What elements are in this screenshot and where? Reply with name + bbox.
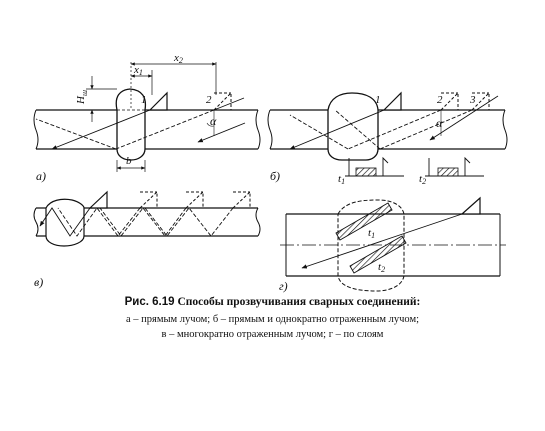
signal-inset-2 <box>419 158 484 186</box>
figure-caption-title <box>0 296 545 308</box>
panel-g <box>279 198 506 293</box>
probe-solid <box>90 192 107 208</box>
label-x1: x1 <box>134 64 143 77</box>
label-angle: α <box>436 116 443 130</box>
label-t2: t2 <box>378 261 386 274</box>
label-t1: t1 <box>368 227 376 240</box>
probe-1 <box>150 93 167 110</box>
panel-a <box>34 52 260 183</box>
probe-1-label: 1 <box>141 94 147 106</box>
label-weld-width: b <box>126 155 132 167</box>
probe-2 <box>214 93 231 110</box>
panel-v <box>34 192 260 289</box>
panel-b <box>268 93 507 186</box>
panel-b-tag: б) <box>270 169 281 183</box>
panel-g-tag: г) <box>279 279 288 293</box>
figure-title: Способы прозвучивания сварных соединений: <box>177 296 421 308</box>
probe-2-label: 2 <box>437 94 443 106</box>
label-angle: α <box>210 114 217 128</box>
probe-3-label: 3 <box>470 94 476 106</box>
probe-1 <box>384 93 401 110</box>
label-t2: t2 <box>419 173 427 186</box>
panel-v-tag: в) <box>34 275 44 289</box>
figure-number: Рис. 6.19 <box>124 296 175 308</box>
figure-legend-line-1: а – прямым лучом; б – прямым и однократно отраженным лучом; <box>125 314 420 325</box>
layer-strip-1 <box>336 203 392 240</box>
probe <box>462 198 480 214</box>
label-weld-height: $H_ш$ <box>75 90 89 104</box>
signal-inset-1 <box>338 158 404 186</box>
weld-seam <box>46 199 84 246</box>
probe-2 <box>441 93 458 110</box>
weld-seam <box>328 93 378 160</box>
panel-a-tag: а) <box>36 169 46 183</box>
label-x2: x2 <box>174 52 183 65</box>
probe-2-label: 2 <box>206 94 212 106</box>
figure-legend-line-2: в – многократно отраженным лучом; г – по слоям <box>161 329 384 340</box>
label-t1: t1 <box>338 173 346 186</box>
probe-1-label: 1 <box>375 94 381 106</box>
